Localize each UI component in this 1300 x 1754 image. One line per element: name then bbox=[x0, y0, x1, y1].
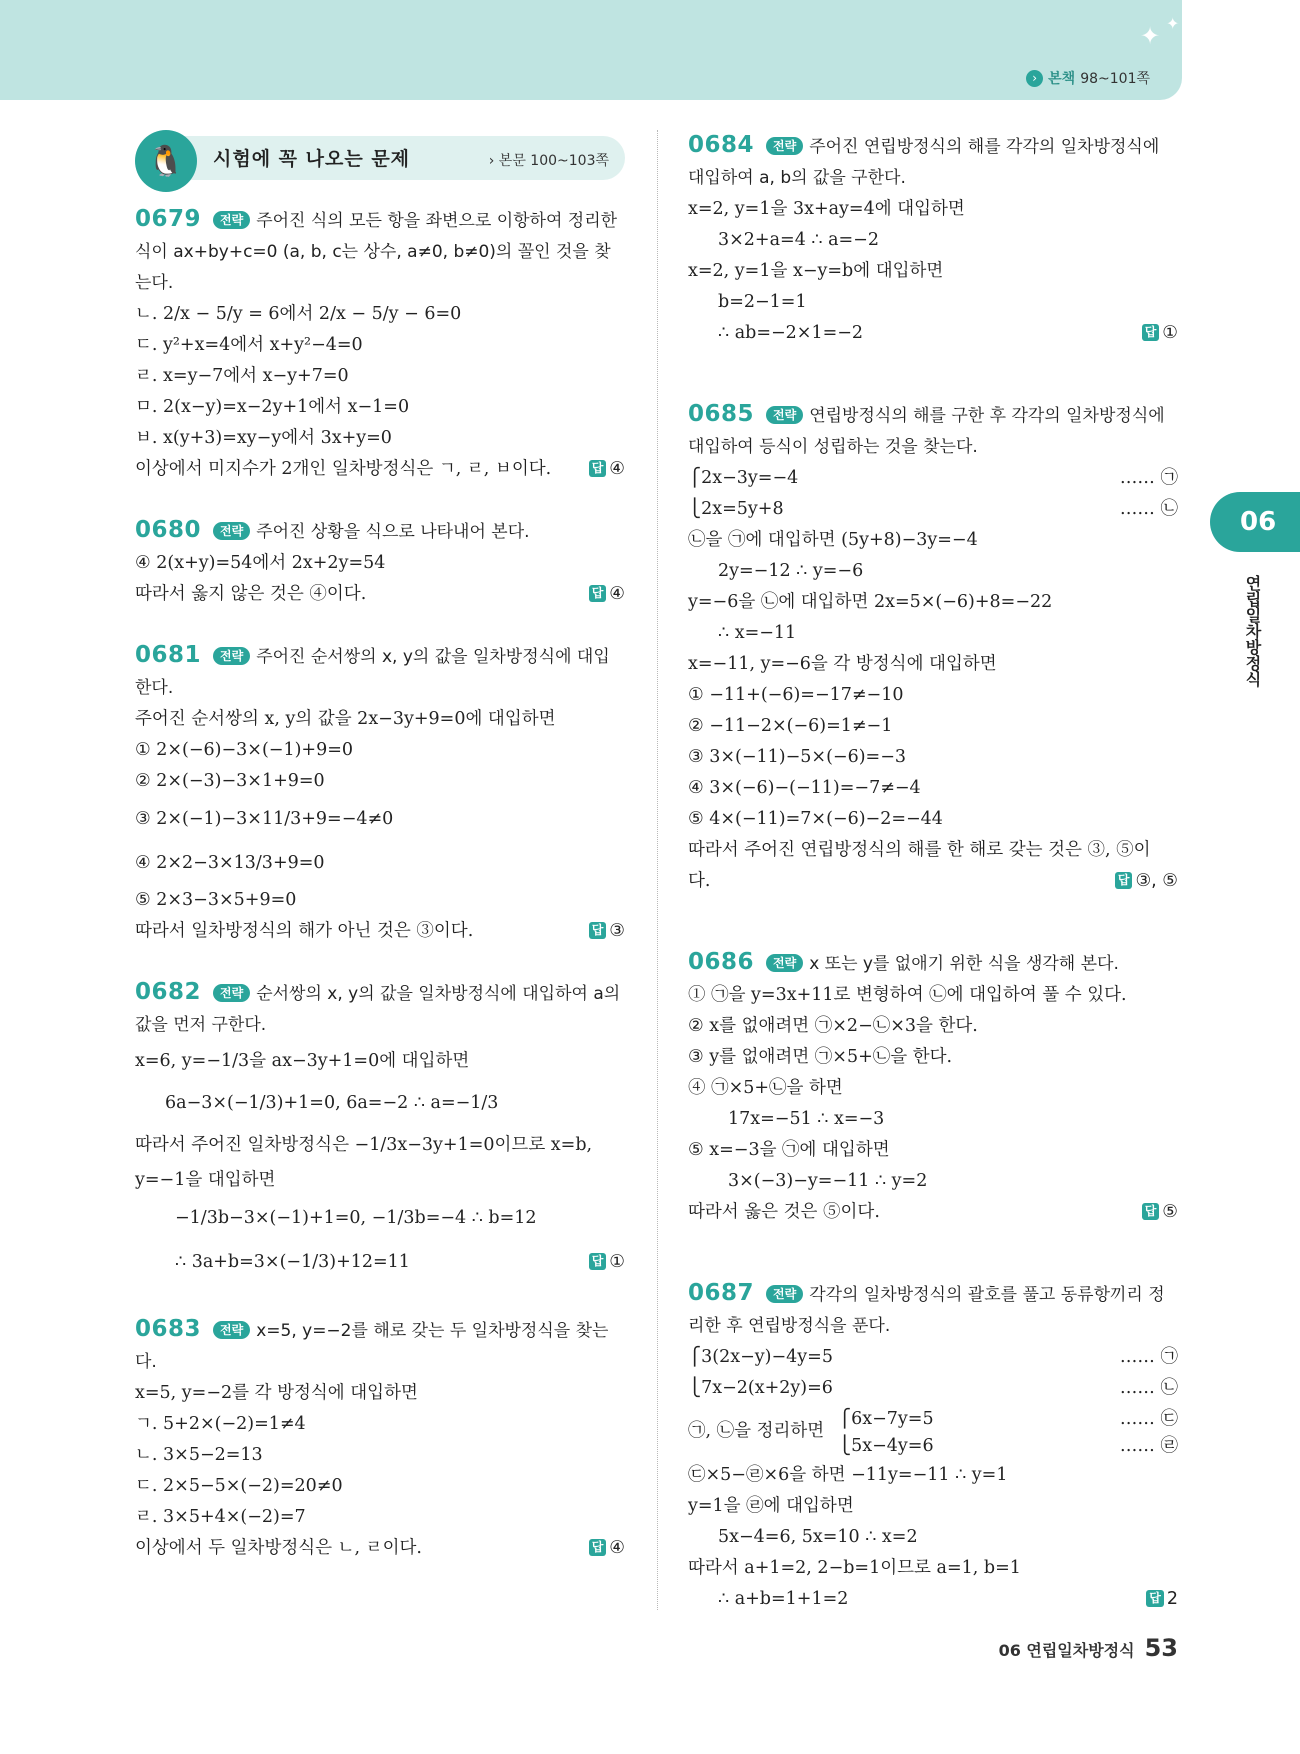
solution-line: 따라서 a+1=2, 2−b=1이므로 a=1, b=1 bbox=[688, 1558, 1021, 1578]
solution-line: 따라서 일차방정식의 해가 아닌 것은 ③이다. 답 ③ bbox=[135, 916, 625, 947]
solution-line: ② 2×(−3)−3×1+9=0 bbox=[135, 771, 325, 791]
problem-0684 bbox=[688, 130, 1178, 349]
solution-line: 2y=−12 ∴ y=−6 bbox=[718, 561, 864, 581]
solution-line: 다. 답 ③, ⑤ bbox=[688, 866, 1178, 897]
solution-line: ④ ㉠×5+㉡을 하면 bbox=[688, 1078, 843, 1098]
solution-line: 6a−3×(−1/3)+1=0, 6a=−2 ∴ a=−1/3 bbox=[165, 1093, 499, 1113]
solution-line: x=2, y=1을 x−y=b에 대입하면 bbox=[688, 261, 944, 281]
solution-line: ④ 3×(−6)−(−11)=−7≠−4 bbox=[688, 778, 921, 798]
solution-line: 따라서 옳은 것은 ⑤이다. 답 ⑤ bbox=[688, 1197, 1178, 1228]
solution-line: 따라서 주어진 일차방정식은 −1/3x−3y+1=0이므로 x=b, bbox=[135, 1135, 593, 1155]
problem-heading bbox=[135, 640, 625, 704]
solution-line: ∴ 3a+b=3×(−1/3)+12=11 답 ① bbox=[135, 1240, 625, 1284]
solution-line: ⎩7x−2(x+2y)=6 …… ㉡ bbox=[688, 1373, 1178, 1404]
solution-line: x=6, y=−1/3을 ax−3y+1=0에 대입하면 bbox=[135, 1051, 470, 1071]
strategy-badge: 전략 bbox=[213, 211, 250, 229]
problem-0679 bbox=[135, 204, 625, 485]
strategy-badge: 전략 bbox=[213, 522, 250, 540]
solution-line: x=2, y=1을 3x+ay=4에 대입하면 bbox=[688, 199, 965, 219]
solution-line: x=5, y=−2를 각 방정식에 대입하면 bbox=[135, 1383, 418, 1403]
strategy-text: 주어진 상황을 식으로 나타내어 본다. bbox=[256, 522, 530, 542]
solution-line: 5x−4=6, 5x=10 ∴ x=2 bbox=[718, 1527, 918, 1547]
problem-number: 0681 bbox=[135, 642, 202, 668]
strategy-badge: 전략 bbox=[766, 137, 803, 155]
solution-line: ① 2×(−6)−3×(−1)+9=0 bbox=[135, 740, 354, 760]
chapter-tab: 06 bbox=[1210, 492, 1300, 552]
problem-heading bbox=[688, 130, 1178, 194]
solution-line: ③ 3×(−11)−5×(−6)=−3 bbox=[688, 747, 907, 767]
section-banner bbox=[135, 130, 625, 186]
answer-mark: 답 ③ bbox=[589, 916, 625, 947]
solution-line: ③ 2×(−1)−3×11/3+9=−4≠0 bbox=[135, 809, 394, 829]
equation-marker: …… ㉠ bbox=[1119, 1347, 1178, 1367]
problem-number: 0686 bbox=[688, 949, 755, 975]
page-number: 53 bbox=[1144, 1634, 1178, 1662]
solution-line: ④ 2×2−3×13/3+9=0 bbox=[135, 853, 325, 873]
chapter-title-vertical: 연립일차방정식 bbox=[1243, 575, 1262, 687]
problem-heading bbox=[135, 204, 625, 299]
answer-mark: 답 ③, ⑤ bbox=[1115, 866, 1178, 897]
problem-heading bbox=[688, 947, 1178, 980]
answer-mark: 답 ① bbox=[589, 1240, 625, 1284]
strategy-text: 주어진 식의 모든 항을 좌변으로 이항하여 정리한 식이 ax+by+c=0 (a, b, c는 상수, a≠0, b≠0)의 꼴인 것을 찾는다. bbox=[135, 211, 618, 293]
solution-line: ② −11−2×(−6)=1≠−1 bbox=[688, 716, 893, 736]
footer-section: 06 연립일차방정식 bbox=[998, 1641, 1135, 1660]
solution-line: ㅁ. 2(x−y)=x−2y+1에서 x−1=0 bbox=[135, 397, 410, 417]
problem-0685 bbox=[688, 399, 1178, 897]
strategy-badge: 전략 bbox=[213, 984, 250, 1002]
problem-number: 0687 bbox=[688, 1280, 755, 1306]
equation-marker: …… ㉣ bbox=[1119, 1436, 1178, 1456]
solution-line: b=2−1=1 bbox=[718, 292, 807, 312]
right-column bbox=[688, 130, 1178, 1645]
strategy-text: 주어진 순서쌍의 x, y의 값을 일차방정식에 대입한다. bbox=[135, 647, 610, 698]
solution-line: ⑤ 2×3−3×5+9=0 bbox=[135, 890, 297, 910]
strategy-badge: 전략 bbox=[766, 406, 803, 424]
sparkle-icon: ✦ bbox=[1166, 14, 1180, 33]
equation-marker: …… ㉡ bbox=[1119, 1378, 1178, 1398]
solution-line: y=−1을 대입하면 bbox=[135, 1170, 276, 1190]
solution-line: ⑤ x=−3을 ㉠에 대입하면 bbox=[688, 1140, 890, 1160]
strategy-text: x 또는 y를 없애기 위한 식을 생각해 본다. bbox=[809, 954, 1119, 974]
strategy-text: 연립방정식의 해를 구한 후 각각의 일차방정식에 대입하여 등식이 성립하는 것을 찾는다. bbox=[688, 406, 1165, 457]
banner-page-reference: › 본문 100~103쪽 bbox=[488, 153, 609, 169]
answer-mark: 답 ⑤ bbox=[1142, 1197, 1178, 1228]
penguin-mascot-icon: 🐧 bbox=[135, 130, 197, 192]
solution-line: ⑤ 4×(−11)=7×(−6)−2=−44 bbox=[688, 809, 943, 829]
left-column bbox=[135, 130, 625, 1594]
strategy-badge: 전략 bbox=[213, 1321, 250, 1339]
problem-heading bbox=[135, 1314, 625, 1378]
solution-line: ⎩2x=5y+8 …… ㉡ bbox=[688, 494, 1178, 525]
solution-line: ㄹ. x=y−7에서 x−y+7=0 bbox=[135, 366, 349, 386]
solution-line: ㉡을 ㉠에 대입하면 (5y+8)−3y=−4 bbox=[688, 530, 978, 550]
solution-line: ∴ ab=−2×1=−2 답 ① bbox=[688, 318, 1178, 349]
solution-line: ∴ x=−11 bbox=[718, 623, 797, 643]
equation-marker: …… ㉡ bbox=[1119, 499, 1178, 519]
strategy-text: x=5, y=−2를 해로 갖는 두 일차방정식을 찾는다. bbox=[135, 1321, 609, 1372]
solution-line: 이상에서 미지수가 2개인 일차방정식은 ㄱ, ㄹ, ㅂ이다. 답 ④ bbox=[135, 454, 625, 485]
solution-line: ∴ a+b=1+1=2 답 2 bbox=[688, 1584, 1178, 1615]
solution-line: x=−11, y=−6을 각 방정식에 대입하면 bbox=[688, 654, 997, 674]
solution-line: ⎧2x−3y=−4 …… ㉠ bbox=[688, 463, 1178, 494]
problem-heading bbox=[135, 977, 625, 1041]
problem-0681 bbox=[135, 640, 625, 947]
strategy-text: 각각의 일차방정식의 괄호를 풀고 동류항끼리 정리한 후 연립방정식을 푼다. bbox=[688, 1285, 1165, 1336]
answer-mark: 답 ④ bbox=[589, 454, 625, 485]
solution-line: 따라서 주어진 연립방정식의 해를 한 해로 갖는 것은 ③, ⑤이 bbox=[688, 840, 1151, 860]
strategy-text: 주어진 연립방정식의 해를 각각의 일차방정식에 대입하여 a, b의 값을 구한다. bbox=[688, 137, 1160, 188]
solution-line: ㄷ. 2×5−5×(−2)=20≠0 bbox=[135, 1476, 343, 1496]
solution-line: ⎧3(2x−y)−4y=5 …… ㉠ bbox=[688, 1342, 1178, 1373]
solution-line: ② x를 없애려면 ㉠×2−㉡×3을 한다. bbox=[688, 1016, 978, 1036]
solution-line: 따라서 옳지 않은 것은 ④이다. 답 ④ bbox=[135, 579, 625, 610]
solution-line: 주어진 순서쌍의 x, y의 값을 2x−3y+9=0에 대입하면 bbox=[135, 709, 556, 729]
solution-line: ㄷ. y²+x=4에서 x+y²−4=0 bbox=[135, 335, 363, 355]
solution-line: ㄴ. 2/x − 5/y = 6에서 2/x − 5/y − 6=0 bbox=[135, 304, 462, 324]
problem-0686 bbox=[688, 947, 1178, 1228]
strategy-badge: 전략 bbox=[766, 1285, 803, 1303]
sparkle-icon: ✦ bbox=[1140, 22, 1161, 50]
problem-number: 0684 bbox=[688, 132, 755, 158]
book-ref-label: 본책 bbox=[1048, 71, 1076, 87]
solution-line: ㄱ. 5+2×(−2)=1≠4 bbox=[135, 1414, 306, 1434]
equation-marker: …… ㉢ bbox=[1119, 1409, 1178, 1429]
solution-line: ④ 2(x+y)=54에서 2x+2y=54 bbox=[135, 553, 386, 573]
solution-line: ㅂ. x(y+3)=xy−y에서 3x+y=0 bbox=[135, 428, 392, 448]
problem-0683 bbox=[135, 1314, 625, 1564]
problem-number: 0680 bbox=[135, 517, 202, 543]
solution-line: ㄹ. 3×5+4×(−2)=7 bbox=[135, 1507, 306, 1527]
banner-title: 시험에 꼭 나오는 문제 bbox=[213, 148, 411, 170]
problem-0687 bbox=[688, 1278, 1178, 1615]
problem-number: 0682 bbox=[135, 979, 202, 1005]
strategy-badge: 전략 bbox=[766, 954, 803, 972]
solution-line: y=1을 ㉣에 대입하면 bbox=[688, 1496, 854, 1516]
solution-line: ㉢×5−㉣×6을 하면 −11y=−11 ∴ y=1 bbox=[688, 1465, 1008, 1485]
problem-heading bbox=[688, 1278, 1178, 1342]
problem-heading bbox=[688, 399, 1178, 463]
book-page-reference bbox=[1026, 68, 1150, 88]
answer-mark: 답 2 bbox=[1146, 1584, 1178, 1615]
solution-line: ① −11+(−6)=−17≠−10 bbox=[688, 685, 904, 705]
solution-line: ① ㉠을 y=3x+11로 변형하여 ㉡에 대입하여 풀 수 있다. bbox=[688, 985, 1127, 1005]
solution-line: 3×2+a=4 ∴ a=−2 bbox=[718, 230, 879, 250]
strategy-badge: 전략 bbox=[213, 647, 250, 665]
book-ref-pages: 98~101쪽 bbox=[1080, 71, 1150, 87]
problem-number: 0685 bbox=[688, 401, 755, 427]
solution-line: y=−6을 ㉡에 대입하면 2x=5×(−6)+8=−22 bbox=[688, 592, 1053, 612]
solution-line: ③ y를 없애려면 ㉠×5+㉡을 한다. bbox=[688, 1047, 953, 1067]
solution-line: −1/3b−3×(−1)+1=0, −1/3b=−4 ∴ b=12 bbox=[175, 1208, 537, 1228]
column-divider bbox=[657, 130, 658, 1610]
page-footer bbox=[999, 1634, 1178, 1662]
problem-0682 bbox=[135, 977, 625, 1284]
header-band bbox=[0, 0, 1182, 100]
answer-mark: 답 ④ bbox=[589, 579, 625, 610]
problem-number: 0679 bbox=[135, 206, 202, 232]
solution-line: 3×(−3)−y=−11 ∴ y=2 bbox=[728, 1171, 928, 1191]
problem-number: 0683 bbox=[135, 1316, 202, 1342]
problem-heading bbox=[135, 515, 625, 548]
solution-line: ㄴ. 3×5−2=13 bbox=[135, 1445, 263, 1465]
strategy-text: 순서쌍의 x, y의 값을 일차방정식에 대입하여 a의 값을 먼저 구한다. bbox=[135, 984, 621, 1035]
problem-0680 bbox=[135, 515, 625, 610]
arrow-right-icon: › bbox=[1026, 70, 1043, 87]
solution-line: 17x=−51 ∴ x=−3 bbox=[728, 1109, 885, 1129]
solution-line: ㉠, ㉡을 정리하면 ⎧6x−7y=5 ⎩5x−4y=6 …… ㉢ …… ㉣ bbox=[688, 1404, 1178, 1460]
equation-marker: …… ㉠ bbox=[1119, 468, 1178, 488]
answer-mark: 답 ④ bbox=[589, 1533, 625, 1564]
solution-line: 이상에서 두 일차방정식은 ㄴ, ㄹ이다. 답 ④ bbox=[135, 1533, 625, 1564]
answer-mark: 답 ① bbox=[1142, 318, 1178, 349]
